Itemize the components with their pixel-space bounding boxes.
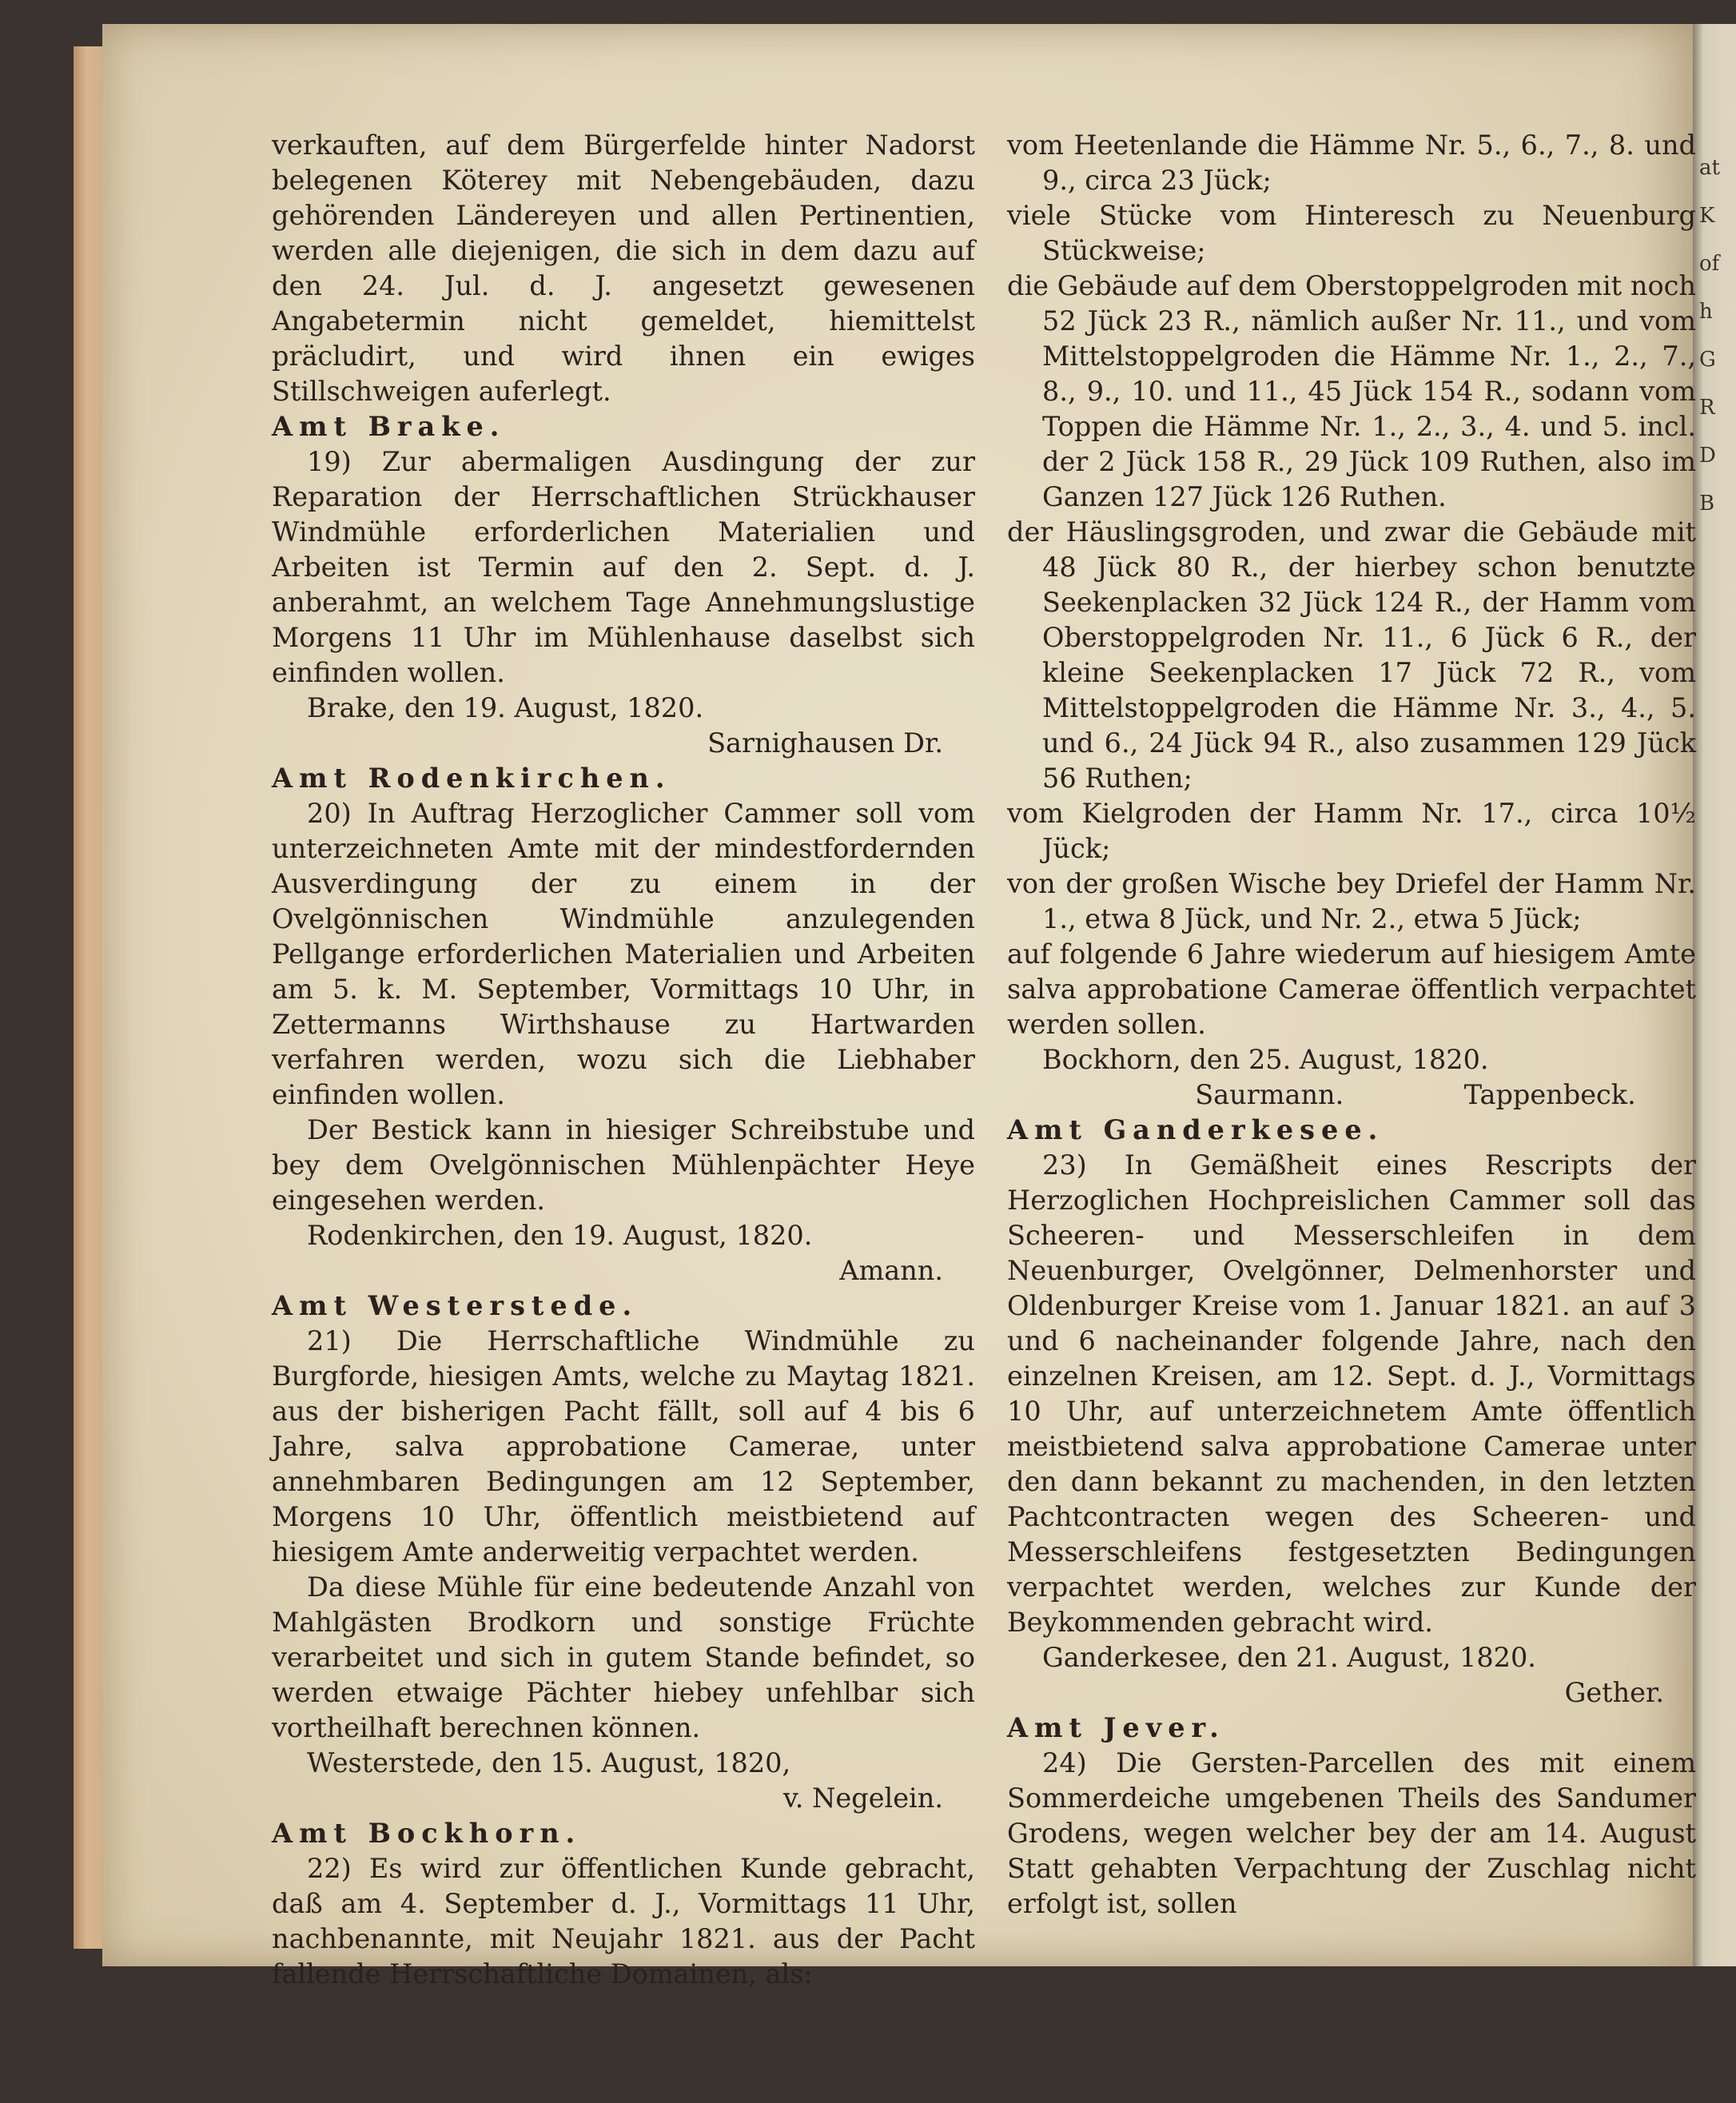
next-page-fragment: R [1699, 396, 1715, 420]
next-page-fragment: h [1699, 300, 1713, 324]
next-page-fragment: G [1699, 348, 1716, 372]
next-page-fragment: D [1699, 444, 1716, 468]
section-heading: Amt Ganderkesee. [1007, 1114, 1384, 1145]
paragraph: 21) Die Herrschaftliche Windmühle zu Burgforde, hiesigen Amts, welche zu Maytag 1821. aus der bisherigen Pacht fällt, soll auf 4 bis 6 Jahre, salva approbatione Camerae, unter annehmbaren Bedingungen am 12 September, Morgens 10 Uhr, öffentlich meistbietend auf hiesigem Amte anderweitig verpachtet werden. [272, 1325, 975, 1567]
next-page-fragment: K [1699, 204, 1715, 228]
date-line: Brake, den 19. August, 1820. [307, 692, 704, 723]
paragraph: vom Kielgroden der Hamm Nr. 17., circa 10½ Jück; [1007, 798, 1696, 864]
book-page-edge [74, 46, 106, 1949]
next-page-fragment: at [1699, 156, 1720, 180]
section-heading: Amt Brake. [272, 411, 506, 442]
next-page-fragment: of [1699, 252, 1720, 276]
date-line: Bockhorn, den 25. August, 1820. [1042, 1044, 1489, 1075]
paragraph: 23) In Gemäßheit eines Rescripts der Herzoglichen Hochpreislichen Cammer soll das Scheeren- und Messerschleifen in dem Neuenburger, Ovelgönner, Delmenhorster und Oldenburger Kreise vom 1. Januar 1821. an auf 3 und 6 nacheinander folgende Jahre, nach den einzelnen Kreisen, am 12. Sept. d. J., Vormittags 10 Uhr, auf unterzeichnetem Amte öffentlich meistbietend salva approbatione Camerae unter den dann bekannt zu machenden, in den letzten Pachtcontracten wegen des Scheeren- und Messerschleifens festgesetzten Bedingungen verpachtet werden, welches zur Kunde der Beykommenden gebracht wird. [1007, 1149, 1696, 1638]
paragraph: Da diese Mühle für eine bedeutende Anzahl von Mahlgästen Brodkorn und sonstige Früchte verarbeitet und sich in gutem Stande befindet, so werden etwaige Pächter hiebey unfehlbar sich vortheilhaft berechnen können. [272, 1571, 975, 1743]
paragraph: von der großen Wische bey Driefel der Hamm Nr. 1., etwa 8 Jück, und Nr. 2., etwa 5 Jück; [1007, 868, 1696, 934]
date-line: Westerstede, den 15. August, 1820, [307, 1747, 791, 1778]
signature: Sarnighausen Dr. [707, 727, 943, 759]
paragraph: viele Stücke vom Hinteresch zu Neuenburg Stückweise; [1007, 200, 1696, 266]
signature: Gether. [1564, 1677, 1664, 1708]
left-column [272, 128, 975, 1992]
right-column [1007, 128, 1696, 1922]
section-heading: Amt Jever. [1007, 1712, 1225, 1743]
section-heading: Amt Westerstede. [272, 1290, 639, 1321]
next-page-strip [1693, 24, 1736, 1966]
next-page-fragment: B [1699, 492, 1715, 516]
paragraph: 22) Es wird zur öffentlichen Kunde gebracht, daß am 4. September d. J., Vormittags 11 Uhr, nachbenannte, mit Neujahr 1821. aus der Pacht fallende Herrschaftliche Domainen, als: [272, 1853, 975, 1989]
signature-line [1007, 1077, 1696, 1113]
paragraph: verkauften, auf dem Bürgerfelde hinter Nadorst belegenen Köterey mit Nebengebäuden, dazu gehörenden Ländereyen und allen Pertinentien, werden alle diejenigen, die sich in dem dazu auf den 24. Jul. d. J. angesetzt gewesenen Angabetermin nicht gemeldet, hiemittelst präcludirt, und wird ihnen ein ewiges Stillschweigen auferlegt. [272, 129, 975, 407]
date-line: Rodenkirchen, den 19. August, 1820. [307, 1220, 813, 1251]
section-heading: Amt Bockhorn. [272, 1818, 582, 1849]
section-heading: Amt Rodenkirchen. [272, 763, 671, 794]
paragraph: 24) Die Gersten-Parcellen des mit einem Sommerdeiche umgebenen Theils des Sandumer Grodens, wegen welcher bey der am 14. August Statt gehabten Verpachtung der Zuschlag nicht erfolgt ist, sollen [1007, 1747, 1696, 1919]
signature: v. Negelein. [782, 1782, 943, 1814]
paragraph: 19) Zur abermaligen Ausdingung der zur Reparation der Herrschaftlichen Strückhauser Windmühle erforderlichen Materialien und Arbeiten ist Termin auf den 2. Sept. d. J. anberahmt, an welchem Tage Annehmungslustige Morgens 11 Uhr im Mühlenhause daselbst sich einfinden wollen. [272, 446, 975, 688]
paragraph: auf folgende 6 Jahre wiederum auf hiesigem Amte salva approbatione Camerae öffentlich verpachtet werden sollen. [1007, 938, 1696, 1040]
paragraph: 20) In Auftrag Herzoglicher Cammer soll vom unterzeichneten Amte mit der mindestfordernden Ausverdingung der zu einem in der Ovelgönnischen Windmühle anzulegenden Pellgange erforderlichen Materialien und Arbeiten am 5. k. M. September, Vormittags 10 Uhr, in Zettermanns Wirthshause zu Hartwarden verfahren werden, wozu sich die Liebhaber einfinden wollen. [272, 798, 975, 1110]
signature-left: Saurmann. [1195, 1079, 1344, 1110]
paragraph: vom Heetenlande die Hämme Nr. 5., 6., 7., 8. und 9., circa 23 Jück; [1007, 129, 1696, 196]
signature: Amann. [839, 1255, 943, 1286]
paragraph: die Gebäude auf dem Oberstoppelgroden mit noch 52 Jück 23 R., nämlich außer Nr. 11., und vom Mittelstoppelgroden die Hämme Nr. 1., 2., 7., 8., 9., 10. und 11., 45 Jück 154 R., sodann vom Toppen die Hämme Nr. 1., 2., 3., 4. und 5. incl. der 2 Jück 158 R., 29 Jück 109 Ruthen, also im Ganzen 127 Jück 126 Ruthen. [1007, 270, 1696, 512]
paragraph: der Häuslingsgroden, und zwar die Gebäude mit 48 Jück 80 R., der hierbey schon benutzte Seekenplacken 32 Jück 124 R., der Hamm vom Oberstoppelgroden Nr. 11., 6 Jück 6 R., der kleine Seekenplacken 17 Jück 72 R., vom Mittelstoppelgroden die Hämme Nr. 3., 4., 5. und 6., 24 Jück 94 R., also zusammen 129 Jück 56 Ruthen; [1007, 516, 1696, 794]
signature-right: Tappenbeck. [1463, 1079, 1636, 1110]
paragraph: Der Bestick kann in hiesiger Schreibstube und bey dem Ovelgönnischen Mühlenpächter Heye eingesehen werden. [272, 1114, 975, 1216]
date-line: Ganderkesee, den 21. August, 1820. [1042, 1642, 1536, 1673]
